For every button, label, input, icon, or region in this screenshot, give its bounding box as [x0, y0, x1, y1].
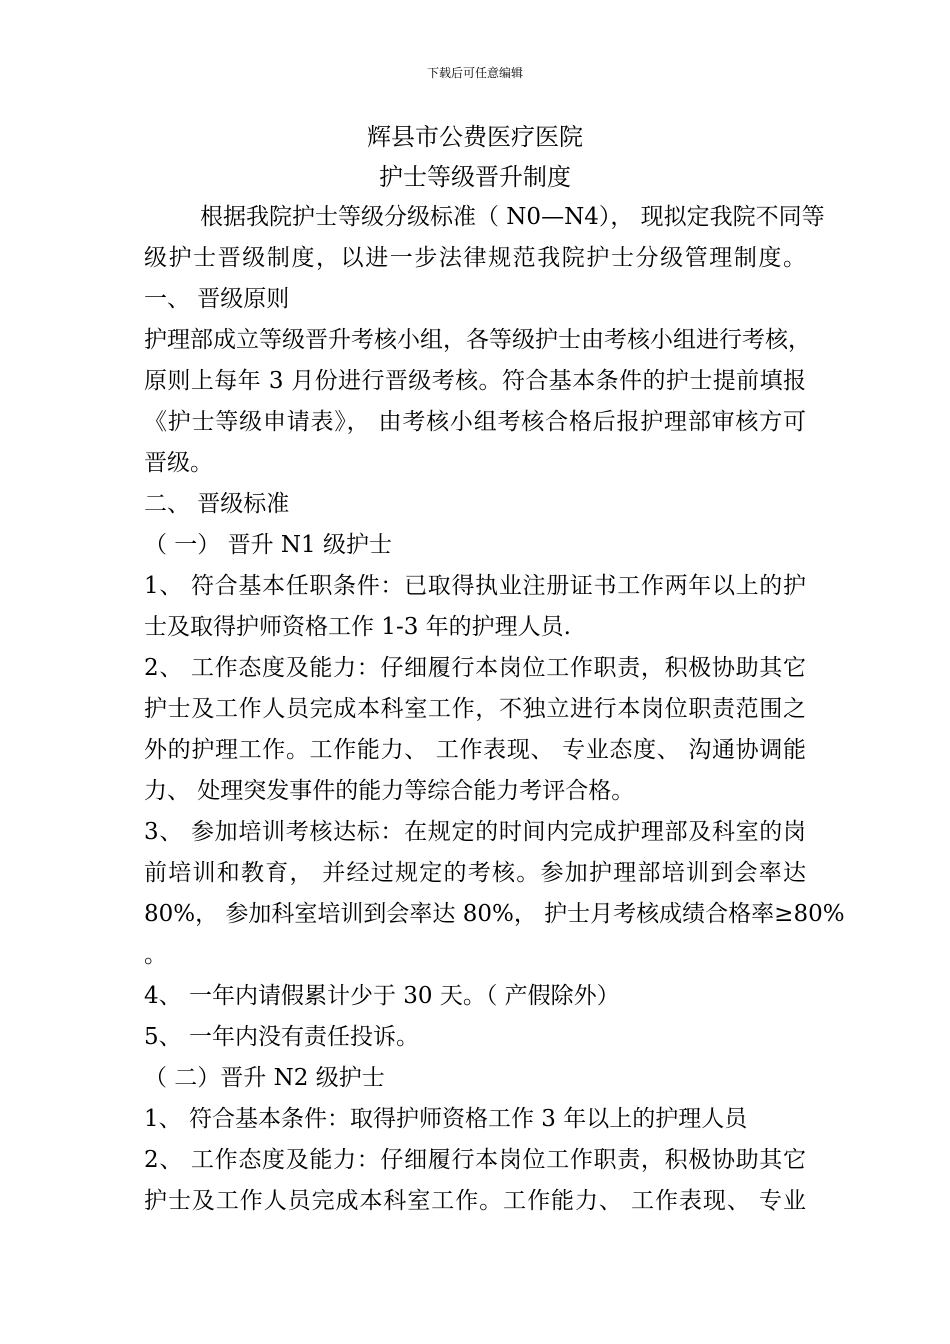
- document-subtitle: 护士等级晋升制度: [379, 163, 571, 191]
- document-title: 辉县市公费医疗医院: [367, 123, 583, 151]
- paragraph-line: 4、 一年内请假累计少于 30 天。（ 产假除外）: [144, 983, 620, 1009]
- paragraph-line: 外的护理工作。工作能力、 工作表现、 专业态度、 沟通协调能: [144, 737, 806, 763]
- section-heading: 一、 晋级原则: [144, 286, 290, 312]
- paragraph-line: 晋级。: [144, 450, 213, 476]
- paragraph-line: 1、 符合基本条件：取得护师资格工作 3 年以上的护理人员: [144, 1106, 748, 1132]
- section-heading: 二、 晋级标准: [144, 491, 290, 517]
- paragraph-line: 护士及工作人员完成本科室工作，不独立进行本岗位职责范围之: [144, 696, 806, 722]
- section-heading: （ 二）晋升 N2 级护士: [144, 1065, 385, 1091]
- paragraph-line: 原则上每年 3 月份进行晋级考核。符合基本条件的护士提前填报: [144, 368, 806, 394]
- paragraph-line: 1、 符合基本任职条件：已取得执业注册证书工作两年以上的护: [144, 573, 806, 599]
- paragraph-line: 前培训和教育， 并经过规定的考核。参加护理部培训到会率达: [144, 860, 806, 886]
- paragraph-line: 《护士等级申请表》， 由考核小组考核合格后报护理部审核方可: [144, 409, 806, 435]
- paragraph-line: 护士及工作人员完成本科室工作。工作能力、 工作表现、 专业: [144, 1188, 806, 1214]
- paragraph-line: 80%， 参加科室培训到会率达 80%， 护士月考核成绩合格率≥80%: [144, 901, 845, 927]
- paragraph-line: 士及取得护师资格工作 1-3 年的护理人员.: [144, 614, 571, 640]
- header-note: 下载后可任意编辑: [426, 66, 523, 80]
- paragraph-line: 力、 处理突发事件的能力等综合能力考评合格。: [144, 778, 635, 804]
- paragraph-line: 根据我院护士等级分级标准（ N0—N4）， 现拟定我院不同等: [200, 204, 825, 230]
- paragraph-line: 级护士晋级制度，以进一步法律规范我院护士分级管理制度。: [144, 245, 806, 271]
- paragraph-line: 。: [144, 942, 167, 968]
- paragraph-line: 5、 一年内没有责任投诉。: [144, 1024, 419, 1050]
- section-heading: （ 一） 晋升 N1 级护士: [144, 532, 393, 558]
- paragraph-line: 2、 工作态度及能力：仔细履行本岗位工作职责，积极协助其它: [144, 1147, 806, 1173]
- paragraph-line: 2、 工作态度及能力：仔细履行本岗位工作职责，积极协助其它: [144, 655, 806, 681]
- paragraph-line: 护理部成立等级晋升考核小组，各等级护士由考核小组进行考核，: [144, 327, 811, 353]
- paragraph-line: 3、 参加培训考核达标：在规定的时间内完成护理部及科室的岗: [144, 819, 806, 845]
